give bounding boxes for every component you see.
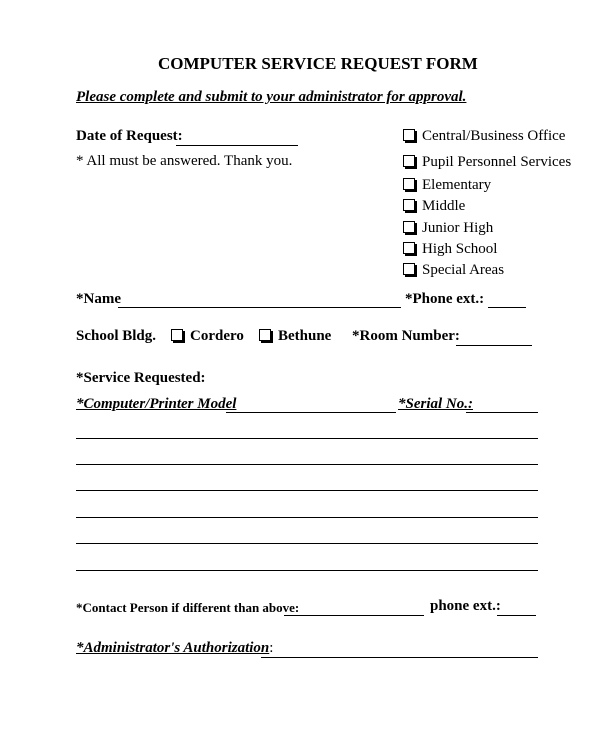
school-option-label: Bethune — [278, 328, 332, 344]
date-field[interactable] — [176, 145, 298, 146]
room-label: *Room Number: — [352, 328, 460, 344]
phone-field[interactable] — [488, 307, 526, 308]
admin-field[interactable] — [261, 657, 538, 658]
checkbox-icon — [171, 329, 183, 341]
checkbox-middle[interactable] — [403, 199, 465, 214]
contact-label: *Contact Person if different than above: — [76, 600, 300, 615]
contact-phone-field[interactable] — [497, 615, 536, 616]
required-note: * All must be answered. Thank you. — [76, 153, 293, 169]
service-line-3[interactable] — [76, 490, 538, 491]
admin-colon: : — [269, 640, 274, 656]
service-line-5[interactable] — [76, 543, 538, 544]
checkbox-icon — [403, 199, 415, 211]
checkbox-icon — [403, 242, 415, 254]
service-line-6[interactable] — [76, 570, 538, 571]
contact-phone-label: phone ext.: — [430, 598, 501, 614]
checkbox-icon — [403, 155, 415, 167]
service-line-4[interactable] — [76, 517, 538, 518]
office-label: High School — [422, 241, 498, 257]
checkbox-cordero[interactable] — [171, 329, 244, 344]
school-label: School Bldg. — [76, 328, 157, 344]
checkbox-junior-high[interactable] — [403, 221, 493, 236]
model-field[interactable] — [226, 412, 396, 413]
checkbox-icon — [403, 263, 415, 275]
checkbox-icon — [403, 178, 415, 190]
checkbox-icon — [403, 129, 415, 141]
office-label: Middle — [422, 198, 466, 214]
office-label: Junior High — [422, 220, 494, 236]
office-label: Central/Business Office — [422, 128, 566, 144]
model-label: *Computer/Printer Model — [76, 396, 237, 412]
office-label: Special Areas — [422, 262, 505, 278]
name-label: *Name — [76, 291, 121, 307]
phone-label: *Phone ext.: — [405, 291, 485, 307]
instructions: Please complete and submit to your administrator for approval. — [76, 89, 467, 105]
service-line-1[interactable] — [76, 438, 538, 439]
name-field[interactable] — [118, 307, 401, 308]
checkbox-special-areas[interactable] — [403, 263, 504, 278]
checkbox-high-school[interactable] — [403, 242, 497, 257]
admin-label: *Administrator's Authorization — [76, 640, 270, 656]
admin-authorization — [76, 641, 273, 656]
service-label: *Service Requested: — [76, 370, 206, 386]
serial-label: *Serial No.: — [398, 396, 473, 412]
office-label: Elementary — [422, 177, 492, 193]
room-field[interactable] — [456, 345, 532, 346]
checkbox-elementary[interactable] — [403, 178, 491, 193]
checkbox-icon — [259, 329, 271, 341]
checkbox-central-business-office[interactable] — [403, 129, 565, 144]
checkbox-pupil-personnel-services[interactable] — [403, 155, 571, 170]
form-title: COMPUTER SERVICE REQUEST FORM — [158, 54, 478, 73]
service-line-2[interactable] — [76, 464, 538, 465]
serial-field[interactable] — [466, 412, 538, 413]
office-label: Pupil Personnel Services — [422, 154, 572, 170]
date-label: Date of Request: — [76, 128, 183, 144]
checkbox-icon — [403, 221, 415, 233]
school-option-label: Cordero — [190, 328, 244, 344]
contact-field[interactable] — [284, 615, 424, 616]
checkbox-bethune[interactable] — [259, 329, 331, 344]
